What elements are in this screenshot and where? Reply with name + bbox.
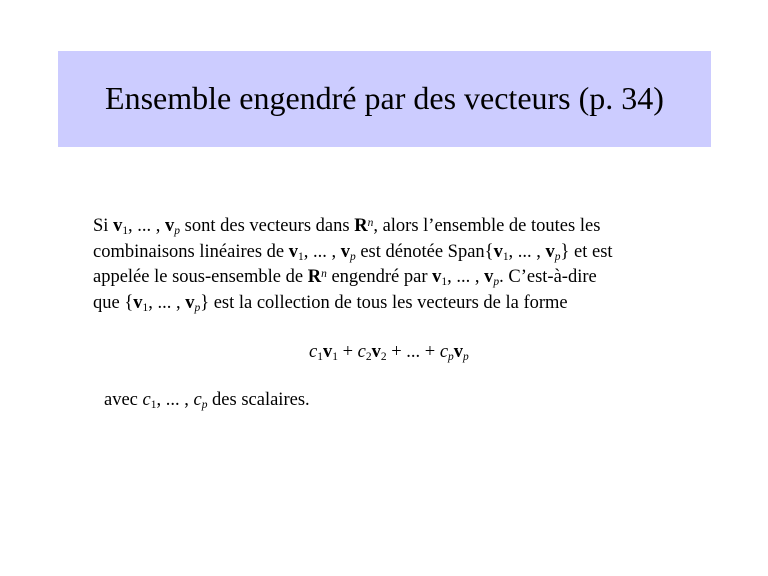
vector-v: v (288, 241, 298, 262)
vector-v: v (340, 241, 350, 262)
definition-line-4 (93, 291, 723, 317)
vector-v: v (371, 342, 381, 362)
text-des-scalaires: des scalaires. (212, 390, 310, 410)
text-dans: sont des vecteurs dans (184, 216, 350, 236)
vector-v: v (432, 267, 442, 287)
scalars-line (104, 388, 310, 413)
text-collection: } est la collection de tous les vecteurs de la forme (200, 292, 568, 313)
plus-ellipsis: + ... + (386, 342, 440, 362)
linear-combination-formula (309, 340, 469, 365)
definition-line-3 (93, 265, 723, 291)
vector-v: v (484, 267, 494, 287)
text-est-denotee: est dénotée Span{ (360, 241, 494, 262)
text-avec: avec (104, 390, 138, 410)
index-1: 1 (122, 224, 129, 237)
definition-line-1 (93, 214, 723, 240)
text-et-est: } et est (560, 241, 613, 262)
vector-v: v (545, 241, 555, 262)
index-p: p (463, 350, 469, 363)
index-p: p (493, 275, 500, 288)
text-appelee: appelée le sous-ensemble de (93, 267, 304, 287)
ellipsis: , ... , (447, 267, 480, 287)
index-2: 2 (380, 350, 387, 363)
scalar-c: c (142, 390, 151, 410)
ellipsis: , ... , (303, 241, 337, 262)
vector-v: v (322, 342, 333, 362)
scalar-c: c (439, 342, 449, 362)
scalar-c: c (309, 342, 318, 362)
scalar-c: c (357, 342, 366, 362)
ellipsis: , ... , (128, 216, 161, 236)
plus-sign: + (337, 342, 358, 362)
index-1: 1 (150, 398, 157, 411)
index-p: p (201, 398, 208, 411)
ellipsis: , ... , (508, 241, 541, 262)
space-R: R (354, 216, 368, 236)
vector-v: v (493, 241, 503, 262)
scalar-c: c (193, 390, 202, 410)
index-p: p (448, 350, 454, 363)
index-1: 1 (142, 301, 149, 314)
vector-v: v (133, 292, 143, 313)
ellipsis: , ... , (156, 390, 189, 410)
index-1: 1 (502, 250, 509, 263)
definition-line-2 (93, 240, 723, 266)
slide-title: Ensemble engendré par des vecteurs (p. 34) (105, 80, 664, 116)
index-2: 2 (365, 350, 372, 363)
index-p: p (174, 224, 181, 237)
space-R: R (307, 267, 322, 287)
vector-v: v (453, 342, 464, 362)
vector-v: v (185, 292, 195, 313)
title-box (58, 51, 711, 147)
index-p: p (554, 250, 561, 263)
exponent-n: n (367, 216, 374, 229)
text-cest-a-dire: . C’est-à-dire (499, 267, 597, 287)
text-alors: , alors l’ensemble de toutes les (373, 216, 601, 236)
index-1: 1 (317, 350, 323, 363)
definition-paragraph (93, 214, 723, 316)
index-p: p (194, 301, 201, 314)
word-si: Si (93, 216, 109, 236)
vector-v: v (165, 216, 175, 236)
index-p: p (349, 250, 356, 263)
index-1: 1 (298, 250, 304, 263)
text-combi: combinaisons linéaires de (93, 241, 285, 262)
ellipsis: , ... , (148, 292, 181, 313)
text-que: que { (93, 292, 134, 313)
text-engendre: engendré par (331, 267, 428, 287)
index-1: 1 (332, 350, 338, 363)
index-1: 1 (441, 275, 448, 288)
vector-v: v (113, 216, 123, 236)
exponent-n: n (321, 267, 327, 280)
